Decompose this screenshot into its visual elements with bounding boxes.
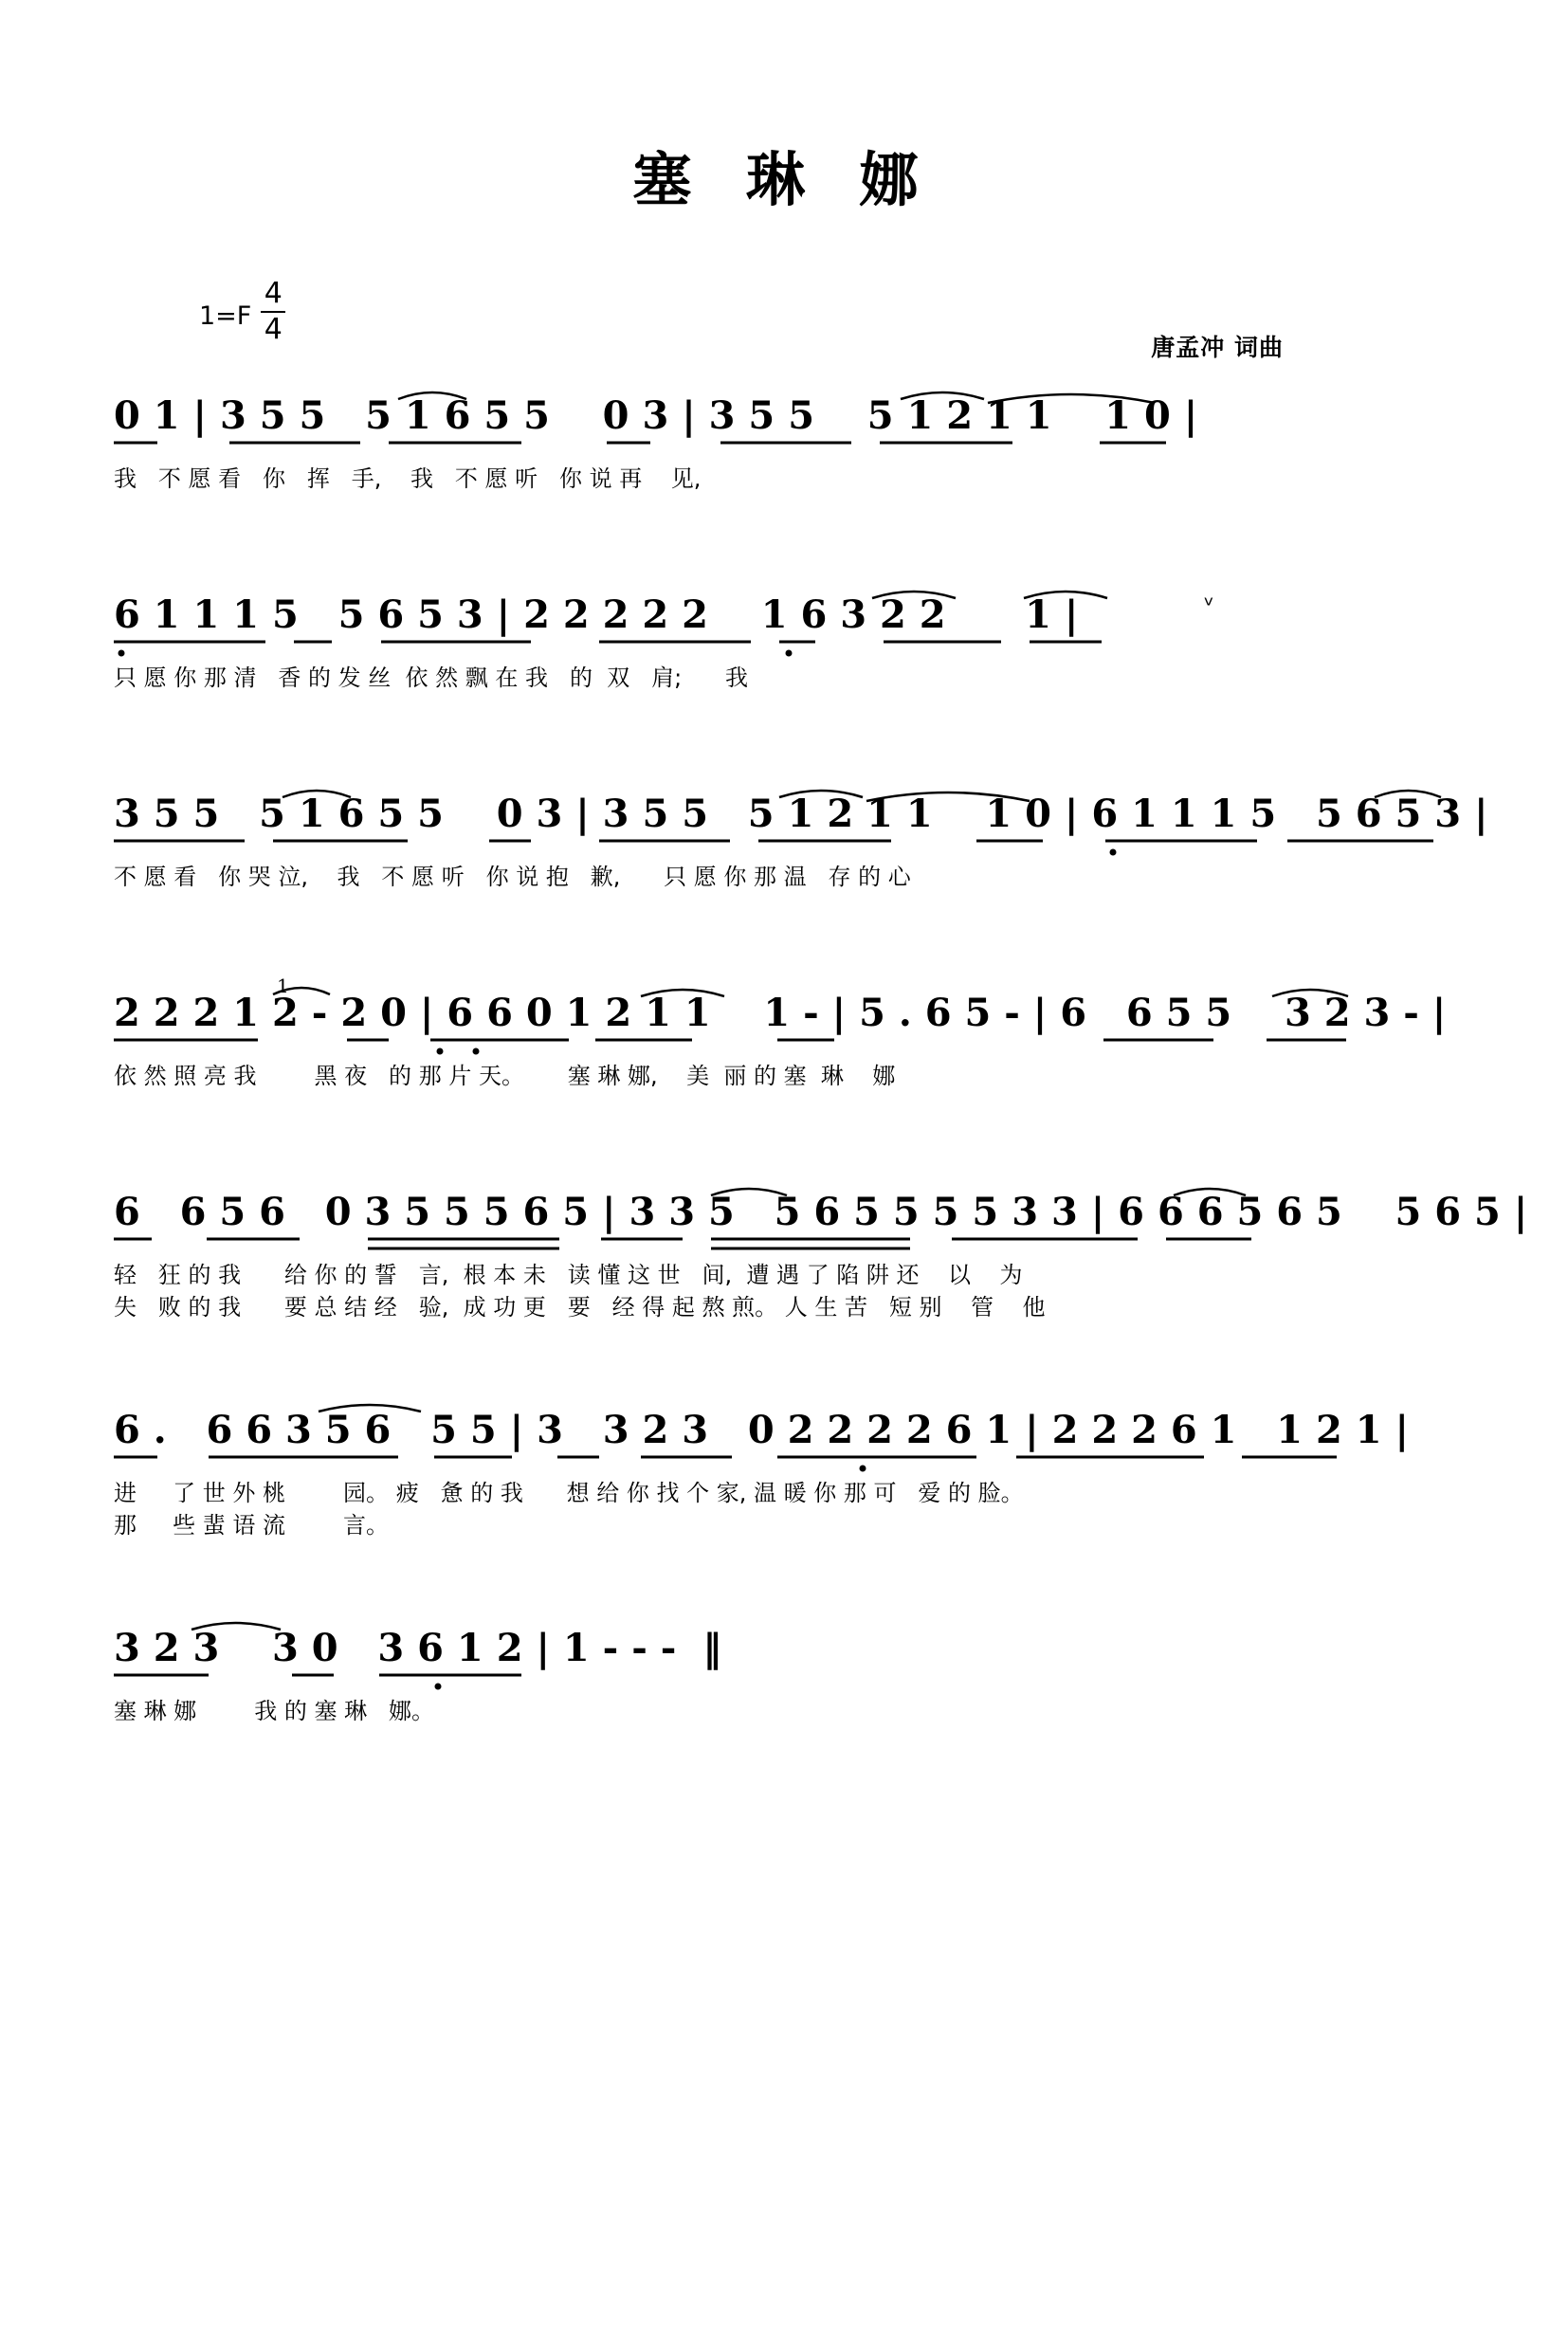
music-system-3 [0,792,1568,938]
music-system-6 [0,1408,1568,1592]
time-signature-denominator: 4 [264,313,283,346]
header-row [0,274,1568,388]
lyric-row: 只 愿 你 那 清 香 的 发 丝 依 然 飘 在 我 的 双 肩; 我 [114,665,748,691]
music-system-7 [0,1626,1568,1772]
lyric-row: 我 不 愿 看 你 挥 手, 我 不 愿 听 你 说 再 见, [114,465,702,492]
music-system-5 [0,1190,1568,1374]
note-row: 6 6 5 6 0 3 5 5 5 6 5 | 3 3 5 5 6 5 5 5 5 3 3 | 6 6 6 5 6 5 5 6 5 | [114,1190,1528,1234]
lyric-row: 进 了 世 外 桃 园。 疲 惫 的 我 想 给 你 找 个 家, 温 暖 你 那 可 爱 的 脸。 [114,1480,1024,1506]
music-system-4 [0,975,1568,1137]
music-system-2 [0,592,1568,738]
time-signature [261,277,285,346]
sheet-music-page [0,133,1568,2350]
staff-line-1 [114,393,1454,539]
note-row: 6 1 1 1 5 5 6 5 3 | 2 2 2 2 2 1 6 3 2 2 1 | [114,592,1079,637]
staff-line-5 [114,1190,1528,1374]
key-signature-text: 1=F [199,301,252,331]
staff-line-6 [114,1408,1454,1592]
lyric-row: 依 然 照 亮 我 黑 夜 的 那 片 天。 塞 琳 娜, 美 丽 的 塞 琳 娜 [114,1063,896,1089]
note-row: 3 2 3 3 0 3 6 1 2 | 1 - - - ‖ [114,1626,722,1670]
time-signature-numerator: 4 [264,277,283,310]
note-row: 3 5 5 5 1 6 5 5 0 3 | 3 5 5 5 1 2 1 1 1 0 | 6 1 1 1 5 5 6 5 3 | [114,792,1488,836]
note-row: 0 1 | 3 5 5 5 1 6 5 5 0 3 | 3 5 5 5 1 2 1 1 1 0 | [114,393,1198,438]
svg-text:ᵛ: ᵛ [1204,592,1214,620]
staff-line-7 [114,1626,1454,1772]
staff-line-4 [114,975,1454,1137]
page-title: 塞 琳 娜 [632,145,936,214]
music-system-1 [0,393,1568,539]
lyric-row: 不 愿 看 你 哭 泣, 我 不 愿 听 你 说 抱 歉, 只 愿 你 那 温 存 的 心 [114,864,911,890]
staff-line-2 [114,592,1454,738]
note-row: 6 . 6 6 3 5 6 5 5 | 3 3 2 3 0 2 2 2 2 6 1 | 2 2 2 6 1 1 2 1 | [114,1408,1410,1452]
staff-line-3 [114,792,1488,938]
lyric-row-verse2: 那 些 蜚 语 流 言。 [114,1512,390,1539]
lyric-row: 塞 琳 娜 我 的 塞 琳 娜。 [114,1698,435,1724]
svg-text:1: 1 [277,975,289,997]
lyric-row-verse2: 失 败 的 我 要 总 结 经 验, 成 功 更 要 经 得 起 熬 煎。 人 生 苦 短 别 管 他 [114,1294,1046,1321]
note-row: 2 2 2 1 2 - 2 0 | 6 6 0 1 2 1 1 1 - | 5 . 6 5 - | 6 6 5 5 3 2 3 - | [114,991,1447,1035]
composer-credit: 唐孟冲 词曲 [1151,334,1284,361]
lyric-row: 轻 狂 的 我 给 你 的 誓 言, 根 本 未 读 懂 这 世 间, 遭 遇 了 陷 阱 还 以 为 [114,1262,1023,1288]
key-signature [199,277,285,348]
